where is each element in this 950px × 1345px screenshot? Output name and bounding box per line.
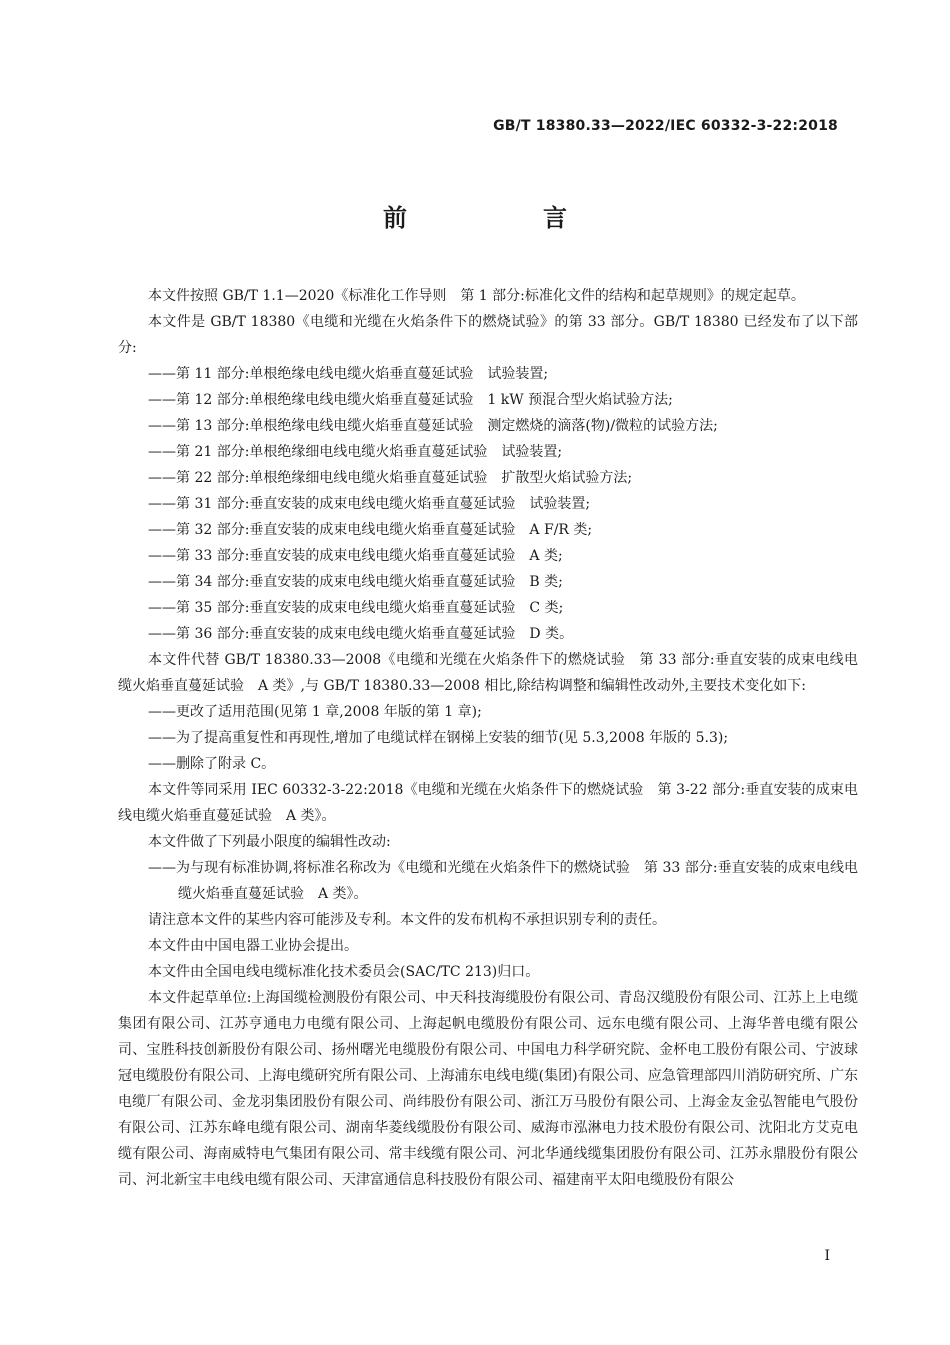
list-dash: —— [148,366,176,382]
list-dash: —— [148,860,176,876]
list-item-text: 第 34 部分:垂直安装的成束电线电缆火焰垂直蔓延试验 B 类; [176,574,563,590]
paragraph: 本文件起草单位:上海国缆检测股份有限公司、中天科技海缆股份有限公司、青岛汉缆股份有限公司、江苏上上电缆集团有限公司、江苏亨通电力电缆有限公司、上海起帆电缆股份有限公司、远东电缆有限公司、上海华普电缆有限公司、宝胜科技创新股份有限公司、扬州曙光电缆股份有限公司、中国电力科学研究院、金杯电工股份有限公司、宁波球冠电缆股份有限公司、上海电缆研究所有限公司、上海浦东电线电缆(集团)有限公司、应急管理部四川消防研究所、广东电缆厂有限公司、金龙羽集团股份有限公司、尚纬股份有限公司、浙江万马股份有限公司、上海金友金弘智能电气股份有限公司、江苏东峰电缆有限公司、湖南华菱线缆股份有限公司、威海市泓淋电力技术股份有限公司、沈阳北方艾克电缆有限公司、海南威特电气集团有限公司、常丰线缆有限公司、河北华通线缆集团股份有限公司、江苏永鼎股份有限公司、河北新宝丰电线电缆有限公司、天津富通信息科技股份有限公司、福建南平太阳电缆股份有限公 [118,990,858,1188]
list-item [118,569,858,595]
standard-number: GB/T 18380.33—2022/IEC 60332-3-22:2018 [493,118,838,134]
list-item [118,491,858,517]
paragraph: 本文件按照 GB/T 1.1—2020《标准化工作导则 第 1 部分:标准化文件的结构和起草规则》的规定起草。 [148,288,805,304]
paragraph: 本文件由全国电线电缆标准化技术委员会(SAC/TC 213)归口。 [148,964,540,980]
list-dash: —— [148,418,176,434]
list-dash: —— [148,496,176,512]
list-item-text: 第 22 部分:单根绝缘细电线电缆火焰垂直蔓延试验 扩散型火焰试验方法; [176,470,633,486]
list-item [118,413,858,439]
list-item [118,699,858,725]
page-title: 前 言 [383,204,623,232]
list-dash: —— [148,444,176,460]
page-number: I [824,1248,830,1264]
list-item [118,621,858,647]
list-item-text: 第 33 部分:垂直安装的成束电线电缆火焰垂直蔓延试验 A 类; [176,548,563,564]
paragraph: 本文件由中国电器工业协会提出。 [148,938,358,954]
list-item [118,855,858,907]
paragraph: 请注意本文件的某些内容可能涉及专利。本文件的发布机构不承担识别专利的责任。 [148,912,666,928]
list-dash: —— [148,704,176,720]
list-dash: —— [148,756,176,772]
list-item-text: 第 35 部分:垂直安装的成束电线电缆火焰垂直蔓延试验 C 类; [176,600,564,616]
paragraph: 本文件代替 GB/T 18380.33—2008《电缆和光缆在火焰条件下的燃烧试验 第 33 部分:垂直安装的成束电线电缆火焰垂直蔓延试验 A 类》,与 GB/T 18380.33—2008 相比,除结构调整和编辑性改动外,主要技术变化如下: [118,652,858,694]
list-item-text: 第 32 部分:垂直安装的成束电线电缆火焰垂直蔓延试验 A F/R 类; [176,522,593,538]
list-dash: —— [148,392,176,408]
list-item-text: 第 31 部分:垂直安装的成束电线电缆火焰垂直蔓延试验 试验装置; [176,496,591,512]
list-dash: —— [148,574,176,590]
list-dash: —— [148,626,176,642]
list-item [118,439,858,465]
list-item [118,751,858,777]
paragraph: 本文件等同采用 IEC 60332-3-22:2018《电缆和光缆在火焰条件下的燃烧试验 第 3-22 部分:垂直安装的成束电线电缆火焰垂直蔓延试验 A 类》。 [118,782,858,824]
list-item [118,595,858,621]
list-item [118,361,858,387]
list-item-text: 更改了适用范围(见第 1 章,2008 年版的第 1 章); [176,704,482,720]
list-item [118,387,858,413]
list-dash: —— [148,470,176,486]
foreword-body [118,283,858,1193]
list-item [118,725,858,751]
list-item-text: 为与现有标准协调,将标准名称改为《电缆和光缆在火焰条件下的燃烧试验 第 33 部分:垂直安装的成束电线电缆火焰垂直蔓延试验 A 类》。 [176,860,858,902]
list-item-text: 第 21 部分:单根绝缘细电线电缆火焰垂直蔓延试验 试验装置; [176,444,563,460]
list-item-text: 第 13 部分:单根绝缘电线电缆火焰垂直蔓延试验 测定燃烧的滴落(物)/微粒的试验方法; [176,418,718,434]
list-dash: —— [148,730,176,746]
list-item-text: 第 12 部分:单根绝缘电线电缆火焰垂直蔓延试验 1 kW 预混合型火焰试验方法; [176,392,673,408]
list-item-text: 删除了附录 C。 [176,756,276,772]
list-item [118,465,858,491]
list-item-text: 为了提高重复性和再现性,增加了电缆试样在钢梯上安装的细节(见 5.3,2008 年版的 5.3); [176,730,729,746]
list-dash: —— [148,522,176,538]
list-dash: —— [148,600,176,616]
list-item [118,543,858,569]
paragraph: 本文件是 GB/T 18380《电缆和光缆在火焰条件下的燃烧试验》的第 33 部分。GB/T 18380 已经发布了以下部分: [118,314,858,356]
list-dash: —— [148,548,176,564]
list-item-text: 第 36 部分:垂直安装的成束电线电缆火焰垂直蔓延试验 D 类。 [176,626,574,642]
paragraph: 本文件做了下列最小限度的编辑性改动: [148,834,391,850]
list-item [118,517,858,543]
list-item-text: 第 11 部分:单根绝缘电线电缆火焰垂直蔓延试验 试验装置; [176,366,549,382]
